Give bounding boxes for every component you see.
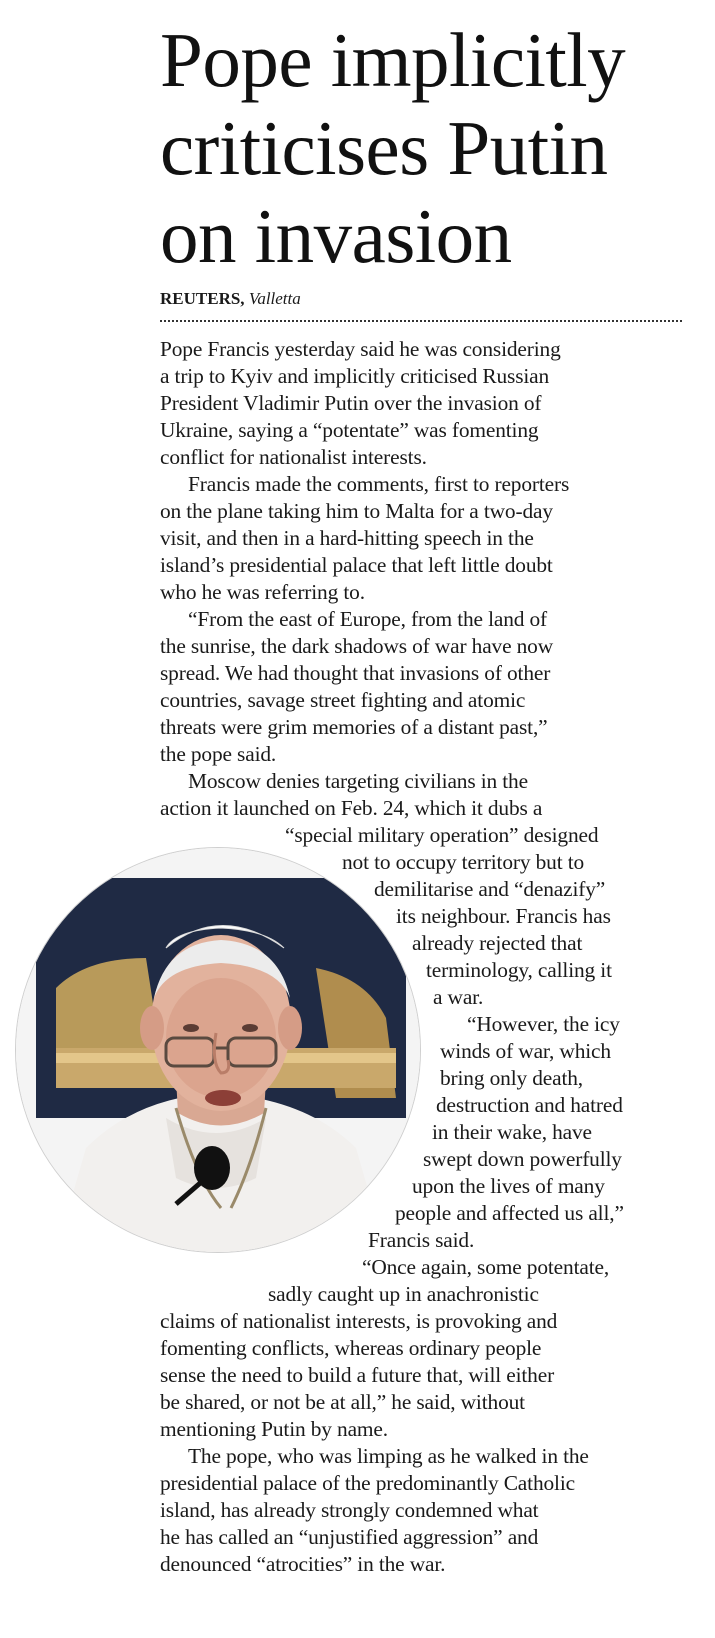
body-line: Francis said. [368, 1228, 475, 1252]
body-line: Francis made the comments, first to reporters [188, 472, 570, 496]
dotted-divider [160, 320, 682, 322]
body-line: Pope Francis yesterday said he was considering [160, 337, 561, 361]
byline [160, 288, 301, 310]
body-line: fomenting conflicts, whereas ordinary people [160, 1336, 542, 1360]
body-line: in their wake, have [432, 1120, 592, 1144]
body-line: action it launched on Feb. 24, which it dubs a [160, 796, 543, 820]
body-line: island’s presidential palace that left little doubt [160, 553, 553, 577]
body-line: Moscow denies targeting civilians in the [188, 769, 528, 793]
body-line: denounced “atrocities” in the war. [160, 1552, 446, 1576]
body-line: swept down powerfully [423, 1147, 622, 1171]
body-line: visit, and then in a hard-hitting speech in the [160, 526, 534, 550]
body-line: mentioning Putin by name. [160, 1417, 388, 1441]
body-line: already rejected that [412, 931, 583, 955]
body-line: countries, savage street fighting and atomic [160, 688, 526, 712]
body-line: its neighbour. Francis has [396, 904, 611, 928]
body-line: a war. [433, 985, 484, 1009]
body-line: President Vladimir Putin over the invasion of [160, 391, 542, 415]
body-line: island, has already strongly condemned what [160, 1498, 539, 1522]
body-line: upon the lives of many [412, 1174, 605, 1198]
body-line: conflict for nationalist interests. [160, 445, 427, 469]
body-line: “However, the icy [467, 1012, 620, 1036]
body-line: bring only death, [440, 1066, 583, 1090]
body-line: terminology, calling it [426, 958, 612, 982]
headline: Pope implicitly criticises Putin on invasion [160, 17, 626, 279]
body-line: the sunrise, the dark shadows of war have now [160, 634, 554, 658]
body-line: claims of nationalist interests, is provoking and [160, 1309, 558, 1333]
body-line: who he was referring to. [160, 580, 365, 604]
byline-dateline: Valletta [248, 289, 301, 308]
body-line: a trip to Kyiv and implicitly criticised Russian [160, 364, 550, 388]
body-line: “special military operation” designed [285, 823, 599, 847]
pope-photo [16, 848, 420, 1252]
body-line: destruction and hatred [436, 1093, 623, 1117]
body-line: “Once again, some potentate, [362, 1255, 610, 1279]
body-line: sense the need to build a future that, will either [160, 1363, 555, 1387]
body-line: Ukraine, saying a “potentate” was fomenting [160, 418, 539, 442]
body-line: on the plane taking him to Malta for a two-day [160, 499, 553, 523]
body-line: spread. We had thought that invasions of other [160, 661, 551, 685]
body-line: the pope said. [160, 742, 277, 766]
body-line: The pope, who was limping as he walked in the [188, 1444, 589, 1468]
byline-agency: REUTERS, [160, 289, 245, 308]
body-line: “From the east of Europe, from the land of [188, 607, 548, 631]
body-line: winds of war, which [440, 1039, 611, 1063]
body-line: presidential palace of the predominantly Catholic [160, 1471, 575, 1495]
body-line: demilitarise and “denazify” [374, 877, 606, 901]
body-line: people and affected us all,” [395, 1201, 624, 1225]
body-line: he has called an “unjustified aggression” and [160, 1525, 539, 1549]
body-line: threats were grim memories of a distant past,” [160, 715, 548, 739]
body-line: be shared, or not be at all,” he said, without [160, 1390, 525, 1414]
body-line: not to occupy territory but to [342, 850, 585, 874]
body-line: sadly caught up in anachronistic [268, 1282, 539, 1306]
